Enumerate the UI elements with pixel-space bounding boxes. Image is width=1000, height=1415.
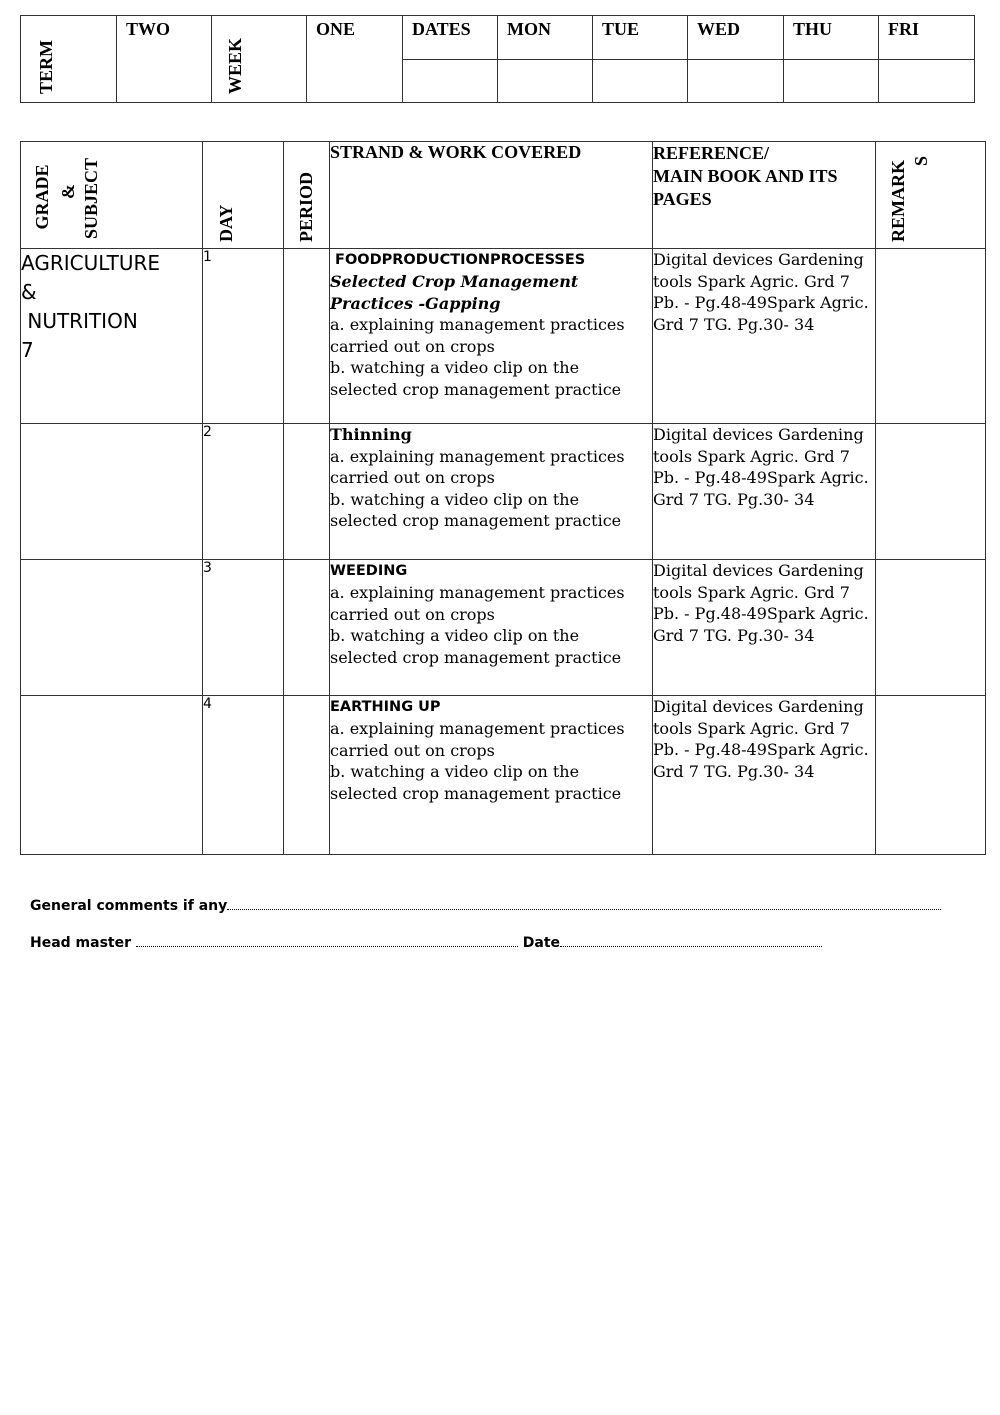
term-label: TERM	[36, 40, 56, 94]
general-comments-field[interactable]	[227, 897, 941, 910]
dates-cell	[403, 59, 498, 103]
table-row	[21, 560, 986, 696]
subject-cell	[21, 696, 203, 855]
topic-title: EARTHING UP	[330, 699, 441, 715]
reference-header	[653, 142, 876, 249]
subject-cell	[21, 424, 203, 560]
remarks-header-line2: S	[911, 156, 931, 167]
activity-b-line2: selected crop management practice	[330, 647, 622, 667]
work-covered-cell	[330, 424, 653, 560]
headmaster-line	[30, 934, 822, 951]
term-value: TWO	[117, 16, 212, 103]
reference-header-line2: MAIN BOOK AND ITS	[653, 166, 838, 186]
date-cell-wed	[688, 59, 784, 103]
dates-label: DATES	[403, 16, 498, 60]
reference-cell	[653, 560, 876, 696]
remarks-cell	[876, 424, 986, 560]
period-cell	[284, 696, 330, 855]
activity-a-line2: carried out on crops	[330, 740, 495, 760]
work-covered-cell	[330, 696, 653, 855]
reference-line4: Grd 7 TG. Pg.30- 34	[653, 625, 815, 645]
grade-header-text	[31, 148, 53, 232]
reference-line3: Pb. - Pg.48-49Spark Agric.	[653, 293, 869, 313]
activity-b-line1: b. watching a video clip on the	[330, 762, 580, 782]
day-header-fri: FRI	[879, 16, 975, 60]
remarks-cell	[876, 696, 986, 855]
reference-line3: Pb. - Pg.48-49Spark Agric.	[653, 740, 869, 760]
week-label-cell	[212, 16, 307, 103]
reference-line3: Pb. - Pg.48-49Spark Agric.	[653, 604, 869, 624]
reference-line1: Digital devices Gardening	[653, 561, 864, 580]
reference-line3: Pb. - Pg.48-49Spark Agric.	[653, 468, 869, 488]
strand-header: STRAND & WORK COVERED	[330, 142, 653, 249]
reference-line4: Grd 7 TG. Pg.30- 34	[653, 761, 815, 781]
activity-a-line2: carried out on crops	[330, 604, 495, 624]
headmaster-label: Head master	[30, 935, 136, 951]
remarks-cell	[876, 249, 986, 424]
topic-title: FOODPRODUCTIONPROCESSES	[330, 252, 586, 268]
grade-header-subject: SUBJECT	[81, 157, 101, 239]
headmaster-field[interactable]	[136, 934, 518, 947]
reference-line2: tools Spark Agric. Grd 7	[653, 718, 850, 738]
reference-cell	[653, 696, 876, 855]
day-header	[203, 142, 284, 249]
activity-b-line2: selected crop management practice	[330, 511, 622, 531]
reference-line2: tools Spark Agric. Grd 7	[653, 446, 850, 466]
reference-header-line1: REFERENCE/	[653, 143, 770, 163]
reference-line2: tools Spark Agric. Grd 7	[653, 582, 850, 602]
term-label-cell	[21, 16, 117, 103]
day-header-wed: WED	[688, 16, 784, 60]
reference-line1: Digital devices Gardening	[653, 250, 864, 269]
date-cell-thu	[784, 59, 879, 103]
remarks-header-line1: REMARK	[888, 160, 908, 242]
topic-title: Thinning	[330, 425, 412, 444]
table-row	[21, 424, 986, 560]
activity-b-line1: b. watching a video clip on the	[330, 626, 580, 646]
reference-line2: tools Spark Agric. Grd 7	[653, 271, 850, 291]
subtopic-line1: Selected Crop Management	[330, 272, 579, 291]
scheme-of-work-table	[20, 141, 986, 855]
day-cell: 1	[203, 249, 284, 424]
activity-a-line1: a. explaining management practices	[330, 719, 625, 738]
subject-cell	[21, 560, 203, 696]
week-label: WEEK	[225, 37, 245, 94]
period-cell	[284, 424, 330, 560]
day-header-mon: MON	[498, 16, 593, 60]
general-comments-label: General comments if any	[30, 898, 228, 914]
subject-line1: AGRICULTURE	[21, 251, 161, 275]
date-cell-fri	[879, 59, 975, 103]
subject-line2: &	[21, 280, 37, 304]
subject-line4: 7	[21, 338, 34, 362]
activity-a-line2: carried out on crops	[330, 468, 495, 488]
day-header-tue: TUE	[593, 16, 688, 60]
activity-b-line1: b. watching a video clip on the	[330, 358, 580, 378]
grade-header-line1: GRADE	[32, 164, 52, 230]
grade-subject-header	[21, 142, 203, 249]
table-row	[21, 696, 986, 855]
reference-line1: Digital devices Gardening	[653, 697, 864, 716]
reference-line4: Grd 7 TG. Pg.30- 34	[653, 314, 815, 334]
date-cell-tue	[593, 59, 688, 103]
date-label: Date	[522, 935, 561, 951]
period-header	[284, 142, 330, 249]
reference-line4: Grd 7 TG. Pg.30- 34	[653, 489, 815, 509]
day-cell: 4	[203, 696, 284, 855]
subject-line3: NUTRITION	[21, 309, 138, 333]
activity-a-line1: a. explaining management practices	[330, 446, 625, 466]
day-cell: 2	[203, 424, 284, 560]
reference-line1: Digital devices Gardening	[653, 425, 864, 444]
work-covered-cell	[330, 560, 653, 696]
date-cell-mon	[498, 59, 593, 103]
work-covered-cell	[330, 249, 653, 424]
subject-cell	[21, 249, 203, 424]
reference-header-line3: PAGES	[653, 189, 712, 209]
remarks-header	[876, 142, 986, 249]
reference-cell	[653, 424, 876, 560]
topic-title: WEEDING	[330, 563, 408, 579]
term-week-table	[20, 15, 975, 103]
day-header-thu: THU	[784, 16, 879, 60]
period-header-text: PERIOD	[296, 171, 316, 242]
day-cell: 3	[203, 560, 284, 696]
activity-b-line1: b. watching a video clip on the	[330, 489, 580, 509]
table-row	[21, 249, 986, 424]
remarks-cell	[876, 560, 986, 696]
activity-b-line2: selected crop management practice	[330, 783, 622, 803]
period-cell	[284, 560, 330, 696]
activity-a-line1: a. explaining management practices	[330, 315, 625, 335]
period-cell	[284, 249, 330, 424]
subtopic-line2: Practices -Gapping	[330, 293, 501, 313]
week-value: ONE	[307, 16, 403, 103]
general-comments-line	[30, 897, 941, 914]
reference-cell	[653, 249, 876, 424]
activity-a-line2: carried out on crops	[330, 336, 495, 356]
date-field[interactable]	[560, 934, 822, 947]
grade-header-amp: &	[58, 184, 78, 199]
day-header-text: DAY	[216, 204, 236, 242]
activity-a-line1: a. explaining management practices	[330, 583, 625, 602]
activity-b-line2: selected crop management practice	[330, 379, 622, 399]
